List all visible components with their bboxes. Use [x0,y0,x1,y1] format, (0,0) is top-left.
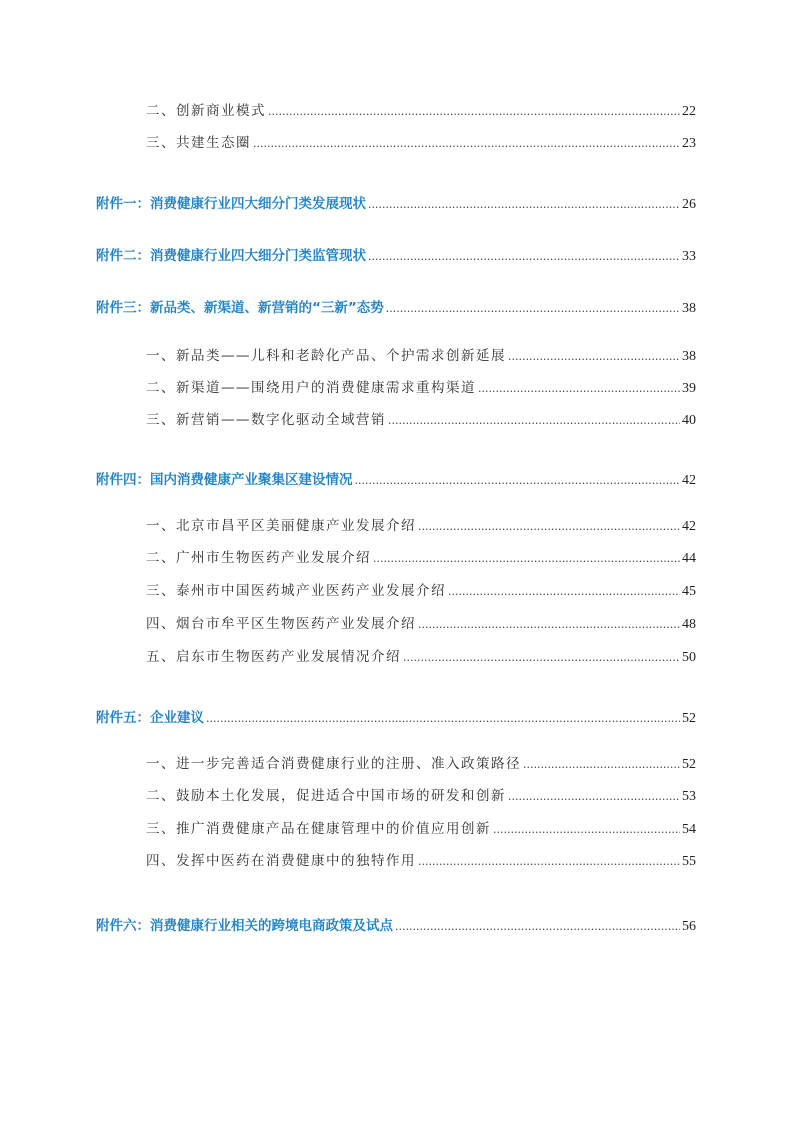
toc-page-number: 42 [682,519,696,534]
dot-leader [478,382,680,395]
toc-item-label: 四、烟台市牟平区生物医药产业发展介绍 [146,616,416,632]
dot-leader [523,758,680,771]
toc-item-label: 二、新渠道——围绕用户的消费健康需求重构渠道 [146,380,476,396]
toc-page-number: 23 [682,136,696,151]
toc-item-label: 一、进一步完善适合消费健康行业的注册、准入政策路径 [146,756,521,772]
dot-leader [395,920,680,933]
toc-item-label: 二、鼓励本土化发展，促进适合中国市场的研发和创新 [146,788,506,804]
toc-item-label: 三、泰州市中国医药城产业医药产业发展介绍 [146,583,446,599]
toc-page-number: 39 [682,381,696,396]
toc-item-label: 四、发挥中医药在消费健康中的独特作用 [146,853,416,869]
toc-page-number: 40 [682,413,696,428]
toc-item-localization[interactable] [0,784,696,804]
dot-leader [508,790,680,803]
toc-page-number: 52 [682,757,696,772]
dot-leader [418,855,680,868]
dot-leader [388,414,680,427]
toc-page-number: 33 [682,249,696,264]
toc-item-qidong[interactable] [0,645,696,665]
toc-page-number: 48 [682,617,696,632]
toc-page-number: 52 [682,711,696,726]
toc-page-number: 38 [682,301,696,316]
toc-chapter-label: 附件六：消费健康行业相关的跨境电商政策及试点 [96,918,393,934]
toc-item-label: 三、推广消费健康产品在健康管理中的价值应用创新 [146,821,491,837]
toc-page-number: 44 [682,551,696,566]
dot-leader [403,651,680,664]
toc-chapter-appendix-2[interactable] [0,244,696,264]
dot-leader [508,350,680,363]
toc-item-innovative-business-model[interactable] [0,99,696,119]
toc-item-new-categories[interactable] [0,344,696,364]
toc-item-taizhou[interactable] [0,579,696,599]
dot-leader [373,552,680,565]
toc-item-beijing-changping[interactable] [0,514,696,534]
toc-chapter-label: 附件五：企业建议 [96,710,204,726]
toc-item-label: 二、创新商业模式 [146,103,266,119]
toc-chapter-appendix-6[interactable] [0,914,696,934]
toc-item-ecosystem[interactable] [0,131,696,151]
toc-chapter-appendix-3[interactable] [0,296,696,316]
dot-leader [368,250,680,263]
dot-leader [386,302,680,315]
toc-item-yantai-muping[interactable] [0,612,696,632]
toc-item-label: 一、北京市昌平区美丽健康产业发展介绍 [146,518,416,534]
dot-leader [253,137,680,150]
toc-chapter-appendix-1[interactable] [0,192,696,212]
toc-item-registration-policy[interactable] [0,752,696,772]
toc-chapter-appendix-4[interactable] [0,468,696,488]
toc-item-label: 三、共建生态圈 [146,135,251,151]
dot-leader [355,474,681,487]
dot-leader [368,198,680,211]
toc-page-number: 50 [682,650,696,665]
toc-page-number: 42 [682,473,696,488]
toc-page-number: 55 [682,854,696,869]
toc-chapter-appendix-5[interactable] [0,706,696,726]
dot-leader [418,618,680,631]
toc-page-number: 22 [682,104,696,119]
toc-page-number: 38 [682,349,696,364]
toc-item-label: 五、启东市生物医药产业发展情况介绍 [146,649,401,665]
toc-page-number: 54 [682,822,696,837]
toc-item-health-management[interactable] [0,817,696,837]
toc-item-label: 一、新品类——儿科和老龄化产品、个护需求创新延展 [146,348,506,364]
dot-leader [206,712,680,725]
toc-page-number: 45 [682,584,696,599]
toc-page-number: 26 [682,197,696,212]
toc-chapter-label: 附件一：消费健康行业四大细分门类发展现状 [96,196,366,212]
toc-chapter-label: 附件四：国内消费健康产业聚集区建设情况 [96,472,353,488]
toc-page-number: 56 [682,919,696,934]
toc-chapter-label: 附件二：消费健康行业四大细分门类监管现状 [96,248,366,264]
toc-item-guangzhou[interactable] [0,546,696,566]
toc-item-tcm[interactable] [0,849,696,869]
toc-item-new-marketing[interactable] [0,408,696,428]
dot-leader [448,585,680,598]
toc-page-number: 53 [682,789,696,804]
dot-leader [493,823,680,836]
dot-leader [268,105,680,118]
toc-item-new-channels[interactable] [0,376,696,396]
dot-leader [418,520,680,533]
toc-item-label: 二、广州市生物医药产业发展介绍 [146,550,371,566]
toc-chapter-label: 附件三：新品类、新渠道、新营销的“三新”态势 [96,300,384,316]
toc-item-label: 三、新营销——数字化驱动全域营销 [146,412,386,428]
